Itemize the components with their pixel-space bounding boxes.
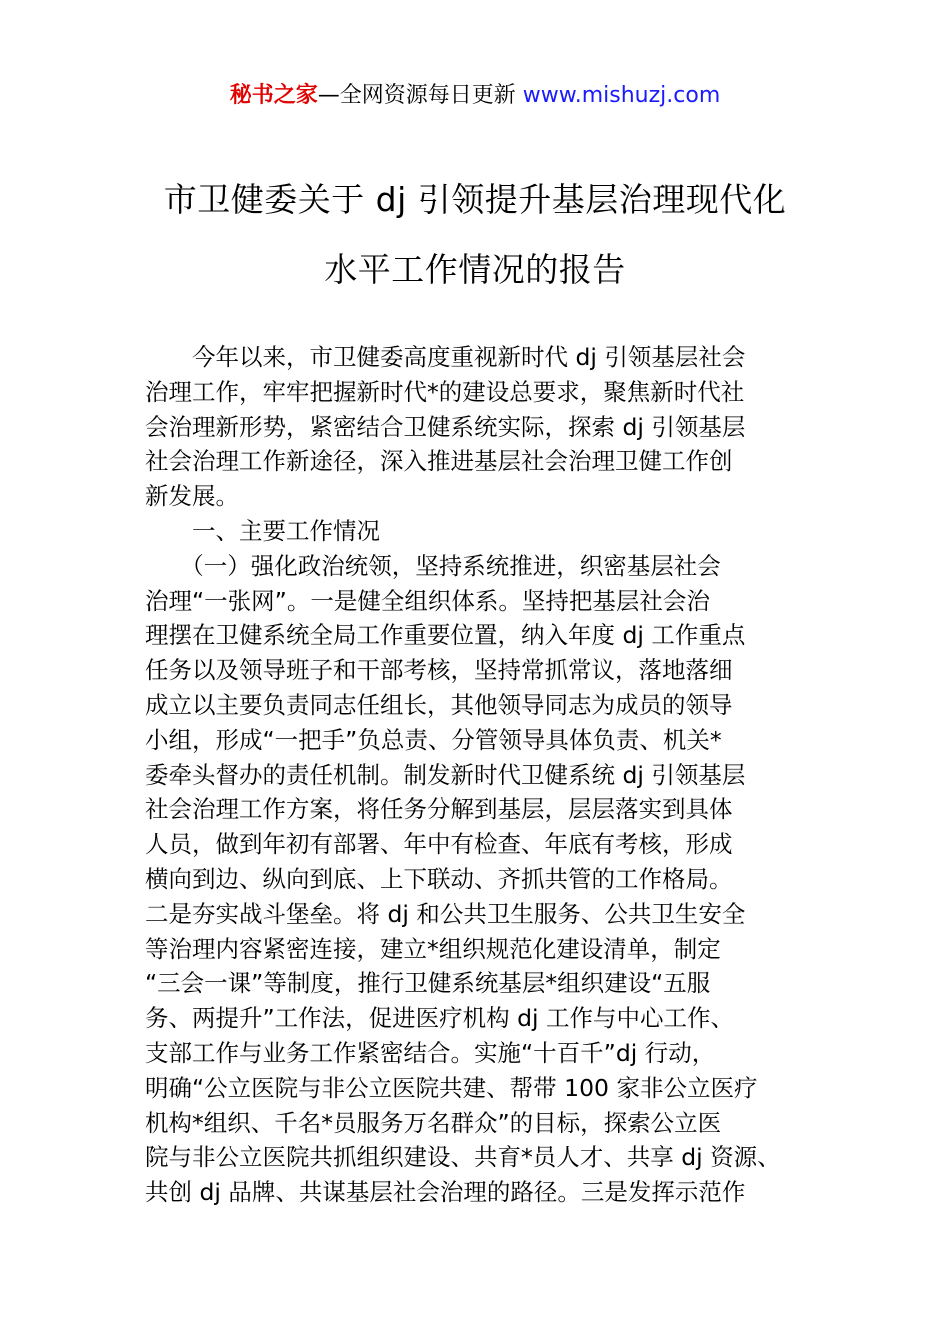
body-line: 横向到边、纵向到底、上下联动、齐抓共管的工作格局。 bbox=[145, 864, 733, 893]
site-header bbox=[0, 78, 950, 114]
body-line: “三会一课”等制度，推行卫健系统基层*组织建设“五服 bbox=[145, 969, 711, 998]
document-body bbox=[145, 340, 810, 1210]
body-line: 二是夯实战斗堡垒。将 dj 和公共卫生服务、公共卫生安全 bbox=[145, 899, 746, 928]
document-title-line-1: 市卫健委关于 dj 引领提升基层治理现代化 bbox=[163, 180, 787, 219]
body-line: 委牵头督办的责任机制。制发新时代卫健系统 dj 引领基层 bbox=[145, 760, 746, 789]
body-line: 理摆在卫健系统全局工作重要位置，纳入年度 dj 工作重点 bbox=[145, 621, 746, 650]
body-line: 治理“一张网”。一是健全组织体系。坚持把基层社会治 bbox=[145, 586, 710, 615]
site-brand: 秘书之家 bbox=[229, 83, 318, 108]
body-line: （一）强化政治统领，坚持系统推进，织密基层社会 bbox=[145, 551, 721, 580]
body-line: 成立以主要负责同志任组长，其他领导同志为成员的领导 bbox=[145, 690, 733, 719]
body-line: 机构*组织、千名*员服务万名群众”的目标，探索公立医 bbox=[145, 1108, 722, 1137]
body-line: 任务以及领导班子和干部考核，坚持常抓常议，落地落细 bbox=[145, 656, 733, 685]
body-line: 人员，做到年初有部署、年中有检查、年底有考核，形成 bbox=[145, 830, 733, 859]
body-line: 治理工作，牢牢把握新时代*的建设总要求，聚焦新时代社 bbox=[145, 377, 745, 406]
body-line: 务、两提升”工作法，促进医疗机构 dj 工作与中心工作、 bbox=[145, 1004, 735, 1033]
body-line: 社会治理工作新途径，深入推进基层社会治理卫健工作创 bbox=[145, 447, 733, 476]
body-line: 小组，形成“一把手”负总责、分管领导具体负责、机关* bbox=[145, 725, 722, 754]
body-line: 社会治理工作方案，将任务分解到基层，层层落实到具体 bbox=[145, 795, 733, 824]
document-title-line-2: 水平工作情况的报告 bbox=[324, 250, 626, 289]
site-tagline: —全网资源每日更新 bbox=[317, 83, 516, 108]
body-line: 明确“公立医院与非公立医院共建、帮带 100 家非公立医疗 bbox=[145, 1073, 758, 1102]
body-line: 共创 dj 品牌、共谋基层社会治理的路径。三是发挥示范作 bbox=[145, 1178, 746, 1207]
body-line: 等治理内容紧密连接，建立*组织规范化建设清单，制定 bbox=[145, 934, 721, 963]
body-line: 会治理新形势，紧密结合卫健系统实际，探索 dj 引领基层 bbox=[145, 412, 746, 441]
body-line: 院与非公立医院共抓组织建设、共育*员人才、共享 dj 资源、 bbox=[145, 1143, 781, 1172]
body-line: 今年以来，市卫健委高度重视新时代 dj 引领基层社会 bbox=[145, 343, 746, 371]
section-heading: 一、主要工作情况 bbox=[145, 516, 380, 545]
site-url-link[interactable]: www.mishuzj.com bbox=[522, 83, 721, 108]
body-line: 新发展。 bbox=[145, 482, 239, 511]
body-line: 支部工作与业务工作紧密结合。实施“十百千”dj 行动， bbox=[145, 1038, 716, 1067]
